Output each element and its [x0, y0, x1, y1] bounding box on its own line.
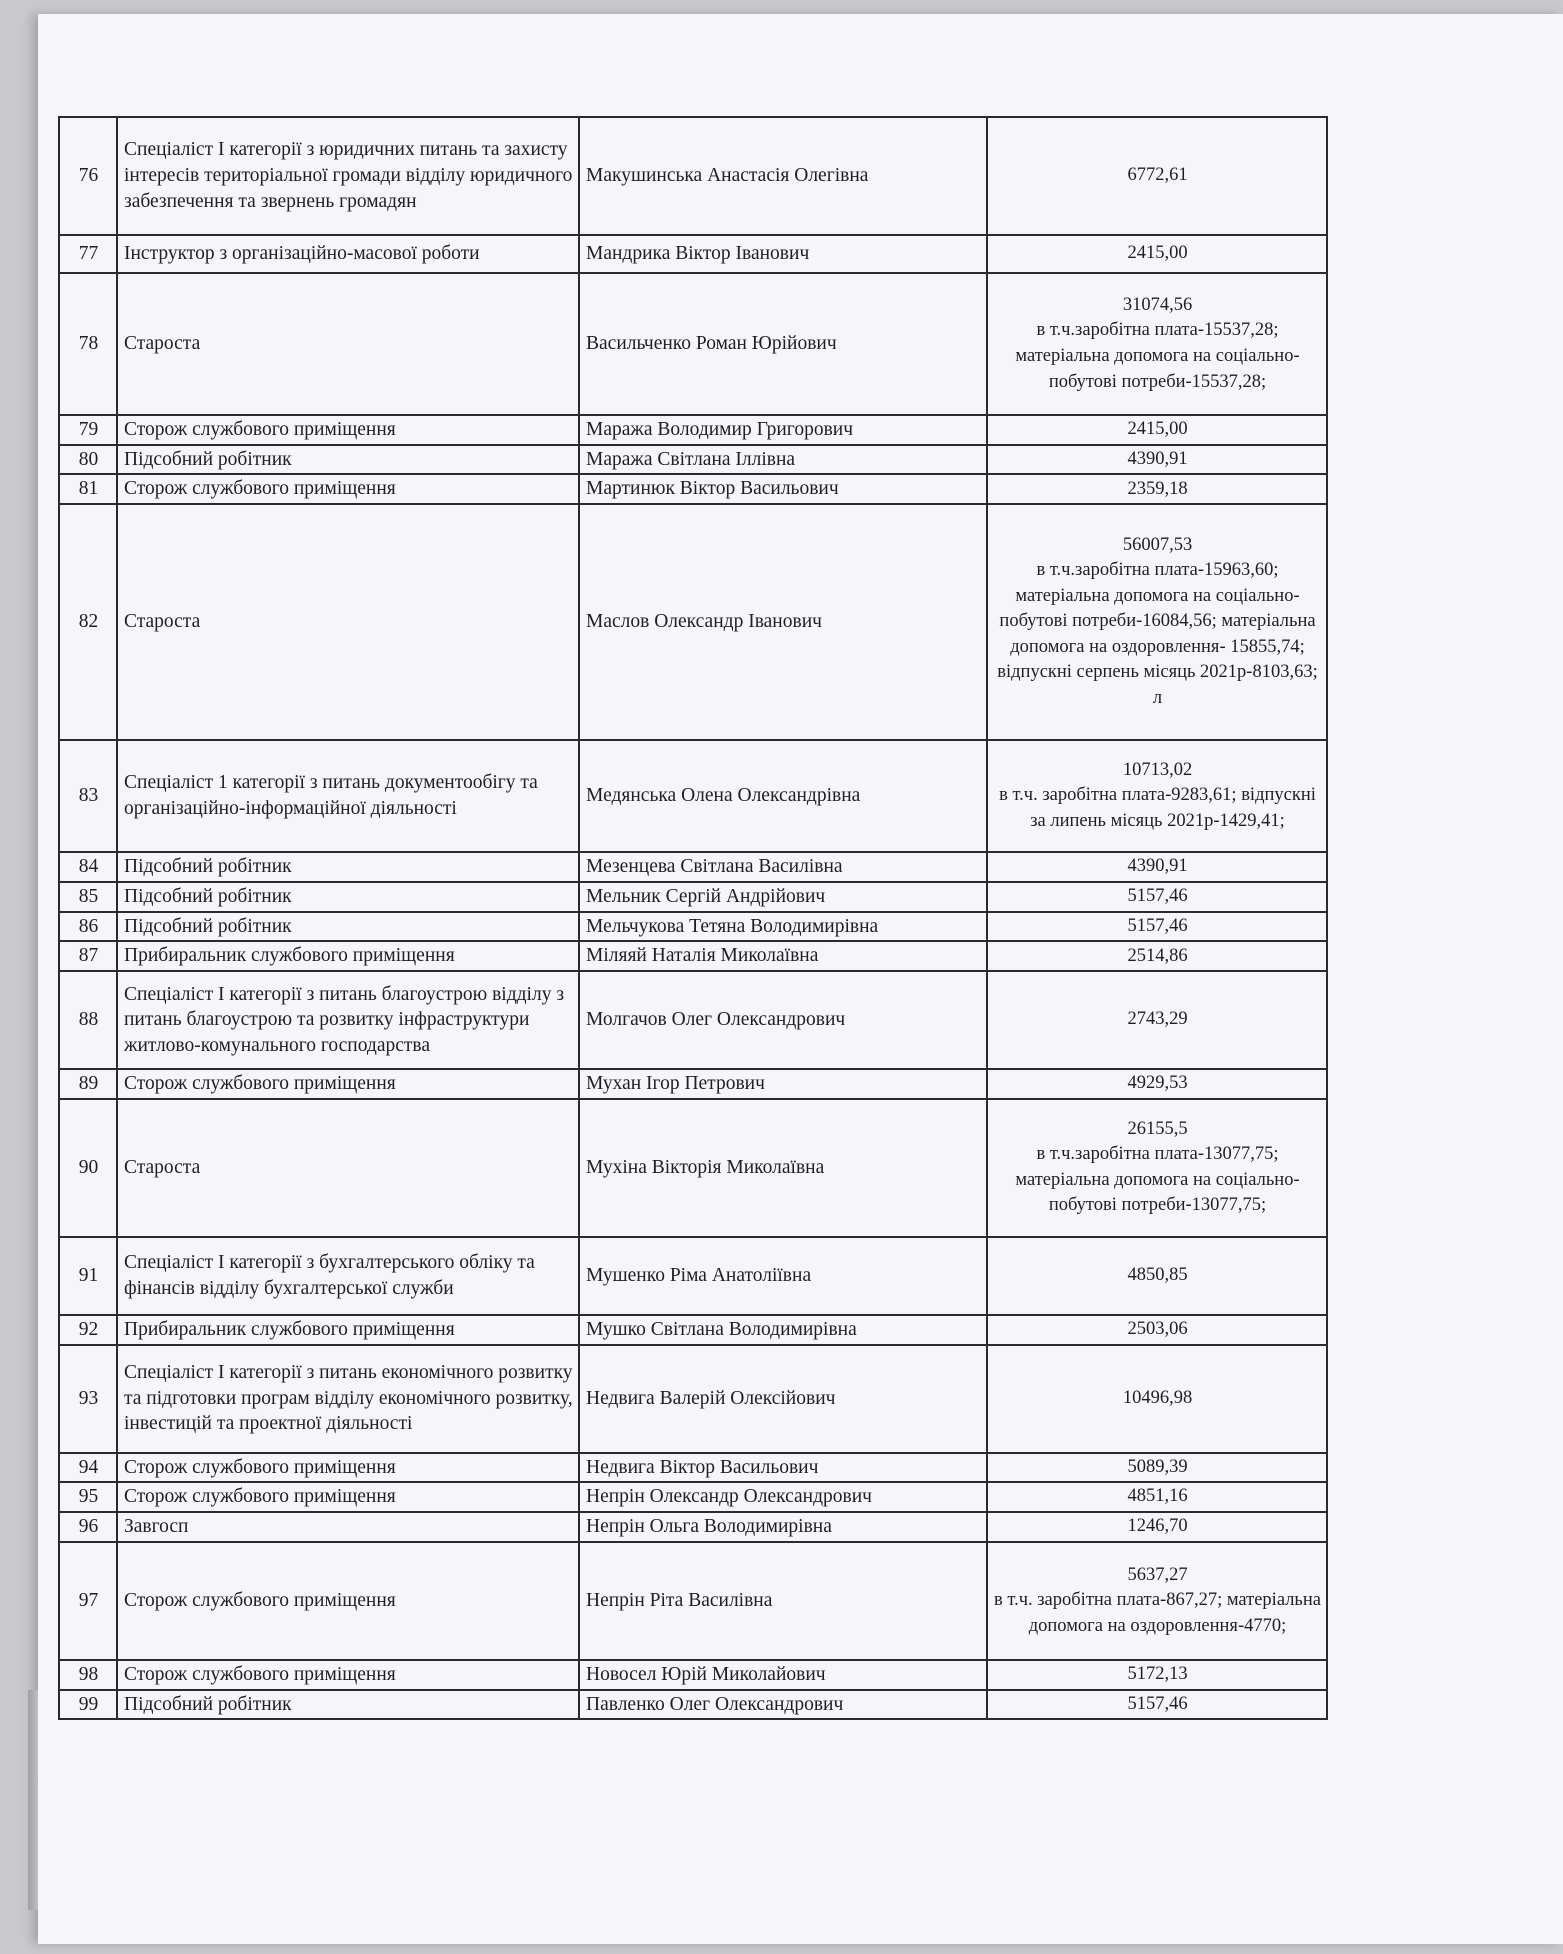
table-row — [59, 415, 1327, 445]
position-cell: Спеціаліст І категорії з питань економічного розвитку та підготовки програм відділу економічного розвитку, інвестицій та проектної діяльності — [117, 1345, 579, 1453]
amount-breakdown: в т.ч. заробітна плата-867,27; матеріальна допомога на оздоровлення-4770; — [994, 1590, 1321, 1636]
employee-name-cell: Мезенцева Світлана Василівна — [579, 852, 987, 882]
row-number: 82 — [59, 504, 117, 740]
position-cell: Спеціаліст І категорії з юридичних питань та захисту інтересів територіальної громади відділу юридичного забезпечення та звернень громадян — [117, 117, 579, 235]
table-row — [59, 504, 1327, 740]
employee-name-cell: Макушинська Анастасія Олегівна — [579, 117, 987, 235]
employee-name-cell: Непрін Ольга Володимирівна — [579, 1512, 987, 1542]
position-cell: Завгосп — [117, 1512, 579, 1542]
employee-name-cell: Мушко Світлана Володимирівна — [579, 1315, 987, 1345]
position-cell: Спеціаліст І категорії з бухгалтерського обліку та фінансів відділу бухгалтерської служби — [117, 1237, 579, 1315]
position-cell: Підсобний робітник — [117, 852, 579, 882]
employee-name-cell: Маража Володимир Григорович — [579, 415, 987, 445]
table-row — [59, 971, 1327, 1069]
amount-cell — [987, 474, 1327, 504]
row-number: 93 — [59, 1345, 117, 1453]
employee-name-cell: Мушенко Ріма Анатоліївна — [579, 1237, 987, 1315]
position-cell: Інструктор з організаційно-масової роботи — [117, 235, 579, 273]
row-number: 79 — [59, 415, 117, 445]
ledger-body — [59, 117, 1327, 1719]
amount-total: 4390,91 — [1127, 448, 1188, 469]
position-cell: Спеціаліст 1 категорії з питань документообігу та організаційно-інформаційної діяльності — [117, 740, 579, 852]
amount-cell — [987, 1315, 1327, 1345]
row-number: 99 — [59, 1690, 117, 1720]
amount-cell — [987, 882, 1327, 912]
row-number: 84 — [59, 852, 117, 882]
amount-total: 56007,53 — [1122, 534, 1193, 555]
row-number: 88 — [59, 971, 117, 1069]
amount-cell — [987, 1542, 1327, 1660]
row-number: 91 — [59, 1237, 117, 1315]
table-row — [59, 1315, 1327, 1345]
position-cell: Сторож службового приміщення — [117, 415, 579, 445]
table-row — [59, 235, 1327, 273]
amount-total: 10713,02 — [1122, 759, 1193, 780]
employee-name-cell: Молгачов Олег Олександрович — [579, 971, 987, 1069]
table-row — [59, 1690, 1327, 1720]
amount-cell — [987, 1345, 1327, 1453]
amount-cell — [987, 740, 1327, 852]
row-number: 92 — [59, 1315, 117, 1345]
amount-cell — [987, 445, 1327, 475]
amount-cell — [987, 235, 1327, 273]
row-number: 96 — [59, 1512, 117, 1542]
table-row — [59, 1453, 1327, 1483]
amount-total: 5157,46 — [1127, 886, 1188, 907]
amount-cell — [987, 852, 1327, 882]
position-cell: Підсобний робітник — [117, 1690, 579, 1720]
employee-name-cell: Павленко Олег Олександрович — [579, 1690, 987, 1720]
employee-name-cell: Васильченко Роман Юрійович — [579, 273, 987, 415]
amount-cell — [987, 1453, 1327, 1483]
amount-total: 2743,29 — [1127, 1009, 1188, 1030]
table-row — [59, 912, 1327, 942]
employee-name-cell: Міляяй Наталія Миколаївна — [579, 941, 987, 971]
amount-cell — [987, 1660, 1327, 1690]
row-number: 86 — [59, 912, 117, 942]
row-number: 98 — [59, 1660, 117, 1690]
amount-total: 5157,46 — [1127, 1693, 1188, 1714]
position-cell: Прибиральник службового приміщення — [117, 941, 579, 971]
table-row — [59, 1512, 1327, 1542]
amount-cell — [987, 415, 1327, 445]
position-cell: Сторож службового приміщення — [117, 474, 579, 504]
amount-cell — [987, 1690, 1327, 1720]
row-number: 95 — [59, 1482, 117, 1512]
employee-name-cell: Маслов Олександр Іванович — [579, 504, 987, 740]
position-cell: Сторож службового приміщення — [117, 1482, 579, 1512]
amount-total: 10496,98 — [1122, 1387, 1193, 1408]
row-number: 87 — [59, 941, 117, 971]
table-row — [59, 882, 1327, 912]
row-number: 81 — [59, 474, 117, 504]
row-number: 83 — [59, 740, 117, 852]
amount-cell — [987, 1069, 1327, 1099]
position-cell: Сторож службового приміщення — [117, 1660, 579, 1690]
position-cell: Староста — [117, 504, 579, 740]
amount-total: 5157,46 — [1127, 915, 1188, 936]
position-cell: Підсобний робітник — [117, 882, 579, 912]
row-number: 78 — [59, 273, 117, 415]
amount-total: 6772,61 — [1127, 165, 1188, 186]
position-cell: Сторож службового приміщення — [117, 1453, 579, 1483]
table-row — [59, 474, 1327, 504]
table-row — [59, 941, 1327, 971]
employee-name-cell: Новосел Юрій Миколайович — [579, 1660, 987, 1690]
position-cell: Спеціаліст І категорії з питань благоустрою відділу з питань благоустрою та розвитку інфраструктури житлово-комунального господарства — [117, 971, 579, 1069]
amount-cell — [987, 117, 1327, 235]
table-row — [59, 1482, 1327, 1512]
employee-name-cell: Мартинюк Віктор Васильович — [579, 474, 987, 504]
amount-cell — [987, 971, 1327, 1069]
position-cell: Прибиральник службового приміщення — [117, 1315, 579, 1345]
amount-total: 2415,00 — [1127, 243, 1188, 264]
amount-total: 4390,91 — [1127, 856, 1188, 877]
table-row — [59, 1345, 1327, 1453]
amount-breakdown: в т.ч.заробітна плата-15963,60; матеріальна допомога на соціально-побутові потреби-16084,56; матеріальна допомога на оздоровлення- 15855,74; відпускні серпень місяць 2021р-8103,63; л — [997, 560, 1318, 708]
employee-name-cell: Маража Світлана Іллівна — [579, 445, 987, 475]
employee-name-cell: Мельник Сергій Андрійович — [579, 882, 987, 912]
position-cell: Сторож службового приміщення — [117, 1069, 579, 1099]
table-row — [59, 1069, 1327, 1099]
table-row — [59, 852, 1327, 882]
position-cell: Сторож службового приміщення — [117, 1542, 579, 1660]
amount-total: 2359,18 — [1127, 478, 1188, 499]
employee-name-cell: Непрін Ріта Василівна — [579, 1542, 987, 1660]
position-cell: Підсобний робітник — [117, 912, 579, 942]
amount-total: 5172,13 — [1127, 1663, 1188, 1684]
amount-cell — [987, 1512, 1327, 1542]
table-row — [59, 273, 1327, 415]
row-number: 94 — [59, 1453, 117, 1483]
amount-breakdown: в т.ч.заробітна плата-13077,75; матеріальна допомога на соціально-побутові потреби-13077,75; — [1015, 1144, 1300, 1216]
employee-name-cell: Мандрика Віктор Іванович — [579, 235, 987, 273]
position-cell: Староста — [117, 1099, 579, 1237]
row-number: 77 — [59, 235, 117, 273]
amount-cell — [987, 1237, 1327, 1315]
amount-total: 31074,56 — [1122, 294, 1193, 315]
row-number: 90 — [59, 1099, 117, 1237]
amount-cell — [987, 941, 1327, 971]
amount-cell — [987, 1099, 1327, 1237]
employee-name-cell: Мухіна Вікторія Миколаївна — [579, 1099, 987, 1237]
position-cell: Староста — [117, 273, 579, 415]
row-number: 80 — [59, 445, 117, 475]
employee-name-cell: Недвига Віктор Васильович — [579, 1453, 987, 1483]
employee-name-cell: Медянська Олена Олександрівна — [579, 740, 987, 852]
amount-total: 2503,06 — [1127, 1318, 1188, 1339]
row-number: 89 — [59, 1069, 117, 1099]
employee-name-cell: Мухан Ігор Петрович — [579, 1069, 987, 1099]
amount-cell — [987, 912, 1327, 942]
scan-edge-shadow — [28, 1690, 38, 1910]
amount-total: 4850,85 — [1127, 1265, 1188, 1286]
amount-total: 2415,00 — [1127, 419, 1188, 440]
table-row — [59, 1542, 1327, 1660]
table-row — [59, 445, 1327, 475]
position-cell: Підсобний робітник — [117, 445, 579, 475]
amount-total: 2514,86 — [1127, 945, 1188, 966]
amount-total: 1246,70 — [1127, 1516, 1188, 1537]
employee-name-cell: Непрін Олександр Олександрович — [579, 1482, 987, 1512]
amount-total: 5637,27 — [1127, 1564, 1188, 1585]
amount-cell — [987, 504, 1327, 740]
table-row — [59, 1099, 1327, 1237]
amount-total: 4851,16 — [1127, 1486, 1188, 1507]
amount-cell — [987, 273, 1327, 415]
amount-breakdown: в т.ч. заробітна плата-9283,61; відпускні за липень місяць 2021р-1429,41; — [999, 785, 1316, 831]
employee-name-cell: Мельчукова Тетяна Володимирівна — [579, 912, 987, 942]
table-row — [59, 1237, 1327, 1315]
amount-breakdown: в т.ч.заробітна плата-15537,28; матеріальна допомога на соціально-побутові потреби-15537,28; — [1015, 320, 1300, 392]
row-number: 97 — [59, 1542, 117, 1660]
table-row — [59, 117, 1327, 235]
amount-total: 5089,39 — [1127, 1456, 1188, 1477]
row-number: 85 — [59, 882, 117, 912]
amount-cell — [987, 1482, 1327, 1512]
row-number: 76 — [59, 117, 117, 235]
employee-name-cell: Недвига Валерій Олексійович — [579, 1345, 987, 1453]
amount-total: 26155,5 — [1127, 1118, 1188, 1139]
table-row — [59, 1660, 1327, 1690]
payment-ledger-table — [58, 116, 1328, 1720]
amount-total: 4929,53 — [1127, 1073, 1188, 1094]
table-row — [59, 740, 1327, 852]
